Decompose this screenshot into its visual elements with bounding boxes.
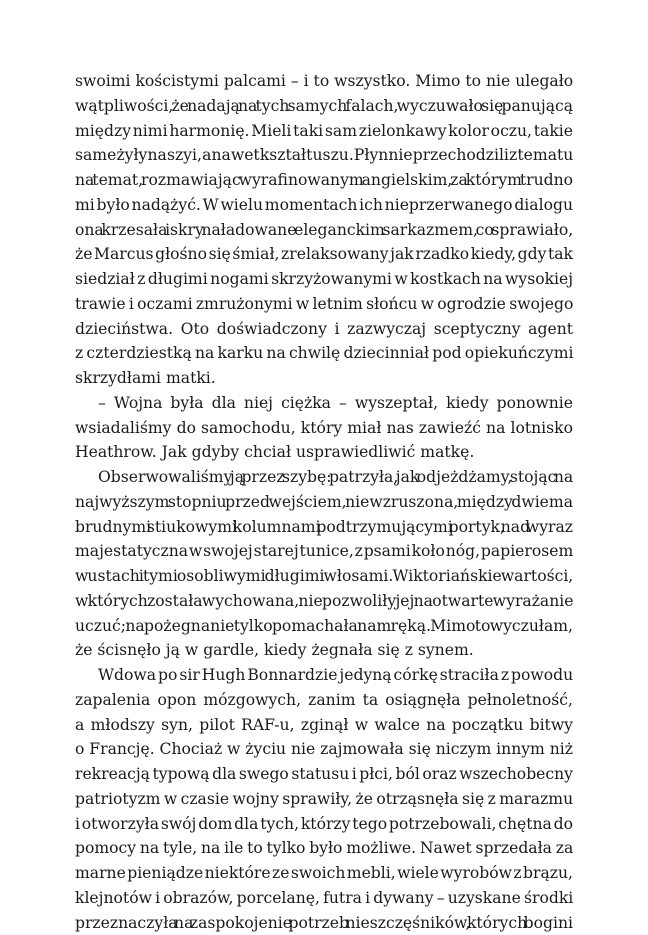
text-line: na temat, rozmawiając wyrafinowanym angielskim, za którym trudno: [75, 168, 573, 193]
paragraph-4: [75, 663, 573, 935]
text-line: Heathrow. Jak gdyby chciał usprawiedliwić matkę.: [75, 440, 573, 465]
document-page: [75, 69, 573, 935]
paragraph-2-dialogue: [75, 391, 573, 465]
text-line: pomocy na tyle, na ile to tylko było możliwe. Nawet sprzedała za: [75, 836, 573, 861]
text-line: Obserwowaliśmy ją przez szybę: patrzyła, jak odjeżdżamy, stojąc na: [75, 465, 573, 490]
text-line: w ustach i tymi osobliwymi długimi włosami. Wiktoriańskie wartości,: [75, 564, 573, 589]
text-line: a młodszy syn, pilot RAF-u, zginął w walce na początku bitwy: [75, 713, 573, 738]
paragraph-1: [75, 69, 573, 391]
text-line: patriotyzm w czasie wojny sprawiły, że otrząsnęła się z marazmu: [75, 787, 573, 812]
text-line: majestatyczna w swojej starej tunice, z psami koło nóg, papierosem: [75, 539, 573, 564]
text-line: same żyły na szyi, a nawet kształt uszu. Płynnie przechodzili z tematu: [75, 143, 573, 168]
text-line: z czterdziestką na karku na chwilę dziecinniał pod opiekuńczymi: [75, 341, 573, 366]
text-line: – Wojna była dla niej ciężka – wyszeptał, kiedy ponownie: [75, 391, 573, 416]
text-line: Wdowa po sir Hugh Bonnardzie jedyną córkę straciła z powodu: [75, 663, 573, 688]
text-line: przeznaczyła na zaspokojenie potrzeb nieszczęśników, których bogini: [75, 911, 573, 935]
text-line: uczuć; na pożegnanie tylko pomachała nam ręką. Mimo to wyczułam,: [75, 614, 573, 639]
text-line: ona krzesała iskry naładowane eleganckim sarkazmem, co sprawiało,: [75, 218, 573, 243]
text-line: że Marcus głośno się śmiał, zrelaksowany jak rzadko kiedy, gdy tak: [75, 242, 573, 267]
text-line: i otworzyła swój dom dla tych, którzy tego potrzebowali, chętna do: [75, 812, 573, 837]
text-line: klejnotów i obrazów, porcelanę, futra i dywany – uzyskane środki: [75, 886, 573, 911]
text-line: rekreacją typową dla swego statusu i płci, ból oraz wszechobecny: [75, 762, 573, 787]
text-line: swoimi kościstymi palcami – i to wszystko. Mimo to nie ulegało: [75, 69, 573, 94]
text-line: trawie i oczami zmrużonymi w letnim słońcu w ogrodzie swojego: [75, 292, 573, 317]
text-line: brudnymi stiukowymi kolumnami podtrzymującymi portyk, nad wyraz: [75, 515, 573, 540]
text-line: mi było nadążyć. W wielu momentach ich nieprzerwanego dialogu: [75, 193, 573, 218]
text-line: siedział z długimi nogami skrzyżowanymi w kostkach na wysokiej: [75, 267, 573, 292]
text-line: w których została wychowana, nie pozwoliły jej na otwarte wyrażanie: [75, 589, 573, 614]
text-line: że ścisnęło ją w gardle, kiedy żegnała się z synem.: [75, 638, 573, 663]
text-line: wątpliwości, że nadają na tych samych falach, wyczuwało się panującą: [75, 94, 573, 119]
text-line: dzieciństwa. Oto doświadczony i zazwyczaj sceptyczny agent: [75, 317, 573, 342]
text-line: zapalenia opon mózgowych, zanim ta osiągnęła pełnoletność,: [75, 688, 573, 713]
text-line: między nimi harmonię. Mieli taki sam zielonkawy kolor oczu, takie: [75, 119, 573, 144]
text-line: wsiadaliśmy do samochodu, który miał nas zawieźć na lotnisko: [75, 416, 573, 441]
text-line: skrzydłami matki.: [75, 366, 573, 391]
paragraph-3: [75, 465, 573, 663]
text-line: o Francję. Chociaż w życiu nie zajmowała się niczym innym niż: [75, 737, 573, 762]
text-line: najwyższym stopniu przed wejściem, niewzruszona, między dwiema: [75, 490, 573, 515]
text-line: marne pieniądze niektóre ze swoich mebli, wiele wyrobów z brązu,: [75, 861, 573, 886]
